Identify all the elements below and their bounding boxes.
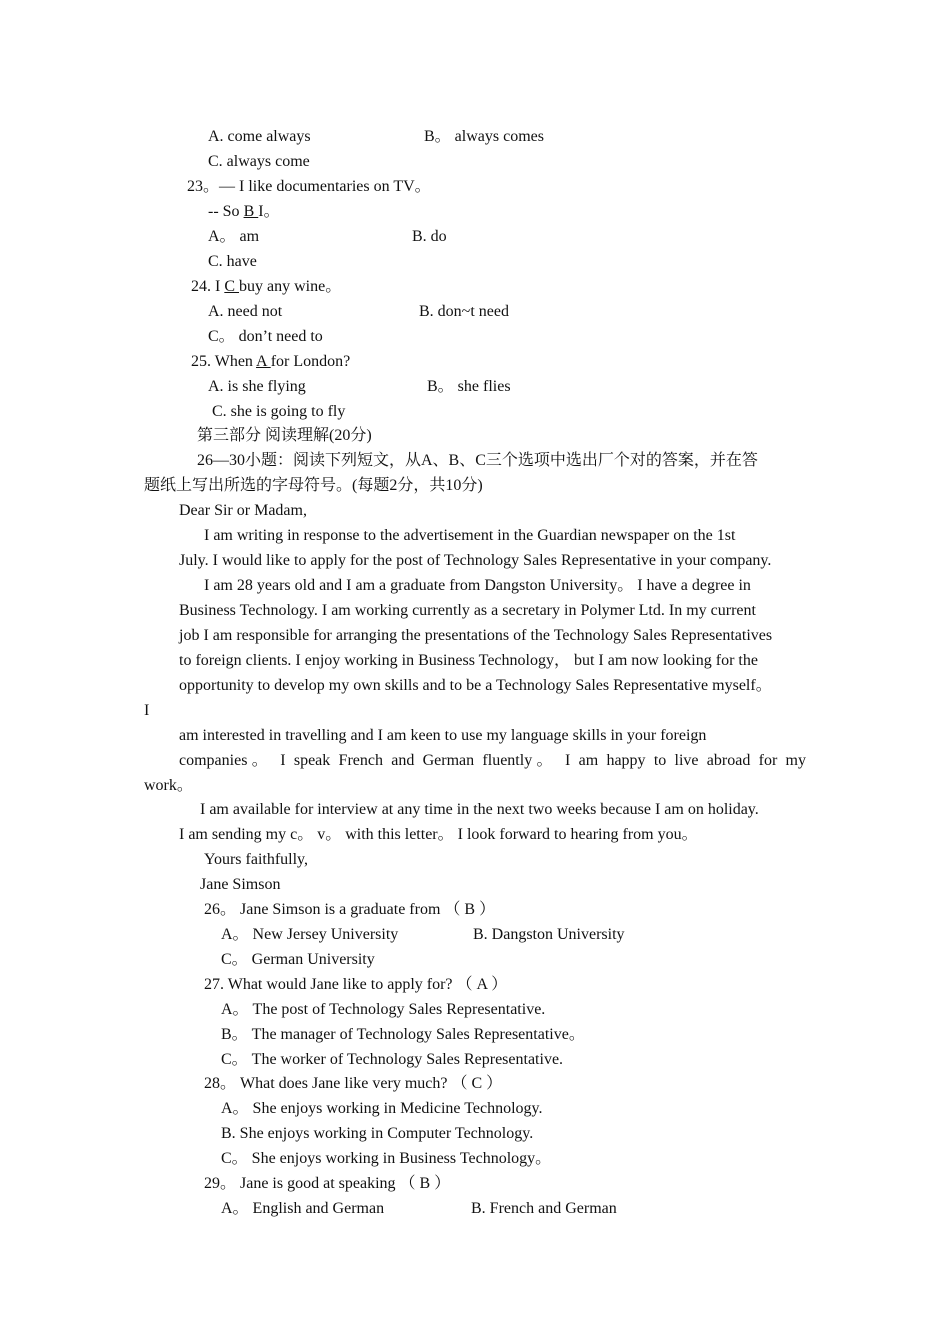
q25-option-a: A. is she flying bbox=[208, 378, 306, 395]
q25-stem-post: for London? bbox=[270, 353, 351, 370]
q25-stem-pre: 25. When bbox=[191, 353, 257, 370]
q27-option-b: B。 The manager of Technology Sales Representative。 bbox=[221, 1026, 585, 1043]
q25-stem bbox=[191, 352, 350, 372]
q29-option-b: B. French and German bbox=[471, 1200, 617, 1217]
letter-salutation: Dear Sir or Madam, bbox=[179, 502, 307, 519]
q27-option-a: A。 The post of Technology Sales Representative. bbox=[221, 1001, 546, 1018]
q26-option-a: A。 New Jersey University bbox=[221, 926, 399, 943]
letter-p2-line2: Business Technology. I am working currently as a secretary in Polymer Ltd. In my current bbox=[179, 602, 756, 619]
q25-option-c: C. she is going to fly bbox=[212, 403, 346, 420]
q29-stem: 29。 Jane is good at speaking （ B ） bbox=[204, 1175, 451, 1192]
part3-instructions-line1: 26—30小题：阅读下列短文，从A、B、C三个选项中选出厂个对的答案，并在答 bbox=[197, 452, 758, 469]
q23-response bbox=[208, 202, 280, 222]
q26-option-b: B. Dangston University bbox=[473, 926, 625, 943]
letter-p2-line5: opportunity to develop my own skills and to be a Technology Sales Representative myself。 bbox=[179, 677, 772, 694]
q23-stem: 23。— I like documentaries on TV。 bbox=[187, 178, 431, 195]
q24-stem-post: buy any wine。 bbox=[239, 278, 342, 295]
letter-signature: Jane Simson bbox=[200, 876, 281, 893]
q28-option-a: A。 She enjoys working in Medicine Technology. bbox=[221, 1100, 543, 1117]
q24-answer: C bbox=[224, 278, 239, 295]
letter-p2-line6: I bbox=[144, 702, 150, 719]
letter-p1-line2: July. I would like to apply for the post of Technology Sales Representative in your company. bbox=[179, 552, 772, 569]
q22-option-a: A. come always bbox=[208, 128, 311, 145]
q27-option-c: C。 The worker of Technology Sales Representative. bbox=[221, 1051, 564, 1068]
letter-p2-line7: am interested in travelling and I am keen to use my language skills in your foreign bbox=[179, 727, 707, 744]
letter-p3-line2: I am sending my c。 v。 with this letter。 I look forward to hearing from you。 bbox=[179, 826, 698, 843]
q25-answer: A bbox=[256, 353, 271, 370]
letter-p2-line3: job I am responsible for arranging the presentations of the Technology Sales Representatives bbox=[179, 627, 773, 644]
q28-option-c: C。 She enjoys working in Business Technology。 bbox=[221, 1150, 552, 1167]
q27-stem: 27. What would Jane like to apply for? （ A ） bbox=[204, 976, 508, 993]
letter-p2-line9: work。 bbox=[144, 777, 193, 794]
q28-option-b: B. She enjoys working in Computer Technology. bbox=[221, 1125, 534, 1142]
q23-option-a: A。 am bbox=[208, 228, 260, 245]
q23-response-pre: -- So bbox=[208, 203, 244, 220]
q24-stem-pre: 24. I bbox=[191, 278, 225, 295]
q28-stem: 28。 What does Jane like very much? （ C ） bbox=[204, 1075, 503, 1092]
q23-option-c: C. have bbox=[208, 253, 257, 270]
q25-option-b: B。 she flies bbox=[427, 378, 511, 395]
q23-response-post: I。 bbox=[258, 203, 280, 220]
q23-option-b: B. do bbox=[412, 228, 447, 245]
q24-option-a: A. need not bbox=[208, 303, 283, 320]
letter-p2-line1: I am 28 years old and I am a graduate from Dangston University。 I have a degree in bbox=[204, 577, 751, 594]
q23-answer: B bbox=[243, 203, 259, 220]
q24-option-b: B. don~t need bbox=[419, 303, 509, 320]
q22-option-c: C. always come bbox=[208, 153, 310, 170]
letter-p1-line1: I am writing in response to the advertisement in the Guardian newspaper on the 1st bbox=[204, 527, 736, 544]
q24-option-c: C。 don’t need to bbox=[208, 328, 323, 345]
q26-option-c: C。 German University bbox=[221, 951, 375, 968]
part3-heading: 第三部分 阅读理解(20分) bbox=[197, 427, 372, 444]
letter-p3-line1: I am available for interview at any time in the next two weeks because I am on holiday. bbox=[200, 801, 759, 818]
q26-stem: 26。 Jane Simson is a graduate from （ B ） bbox=[204, 901, 496, 918]
q29-option-a: A。 English and German bbox=[221, 1200, 385, 1217]
q22-option-b: B。 always comes bbox=[424, 128, 544, 145]
letter-closing: Yours faithfully, bbox=[204, 851, 309, 868]
letter-p2-line4: to foreign clients. I enjoy working in Business Technology， but I am now looking for the bbox=[179, 652, 758, 669]
letter-p2-line8: companies。 I speak French and German fluently。 I am happy to live abroad for my bbox=[179, 752, 806, 769]
part3-instructions-line2: 题纸上写出所选的字母符号。(每题2分，共10分) bbox=[144, 477, 483, 494]
q24-stem bbox=[191, 277, 341, 297]
